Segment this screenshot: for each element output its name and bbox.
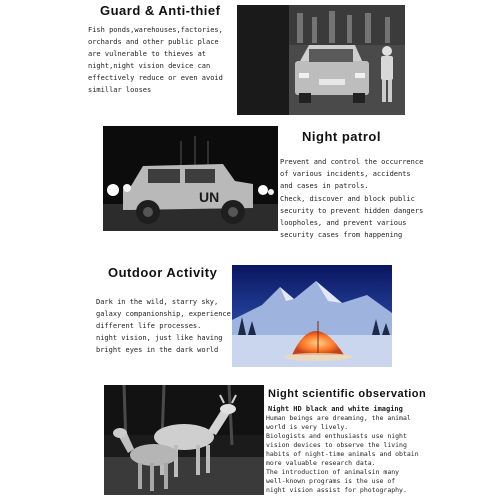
section-text-guard: Fish ponds,warehouses,factories, orchards and other public place are vulnerable to thieves at night,night vision device can effectively reduce or even avoid simillar looses [88,26,223,94]
section-title-outdoor: Outdoor Activity [108,265,218,280]
section-subtitle-observation: Night HD black and white imaging [268,405,403,413]
vehicle-badge: UN [199,189,220,205]
section-text-patrol-2: Check, discover and block public security to prevent hidden dangers loopholes, and prevent various security cases from happening [280,195,424,239]
guard-photo [237,5,405,115]
section-title-observation: Night scientific observation [268,388,427,400]
section-title-patrol: Night patrol [302,129,381,144]
section-text-outdoor: Dark in the wild, starry sky, galaxy companionship, experience different life processes. night vision, just like having bright eyes in the dark world [96,298,231,354]
observation-photo [104,385,264,495]
section-title-guard: Guard & Anti-thief [100,3,221,18]
section-text-observation: Human beings are dreaming, the animal world is very lively. Biologists and enthusiasts use night vision devices to observe the living habits of night-time animals and obtain more valuable research data. The introduction of animalsin many well-known programs is the use of night vision assist for photography. [266,414,419,494]
section-text-patrol: Prevent and control the occurrence of various incidents, accidents and cases in patrols. [280,158,424,190]
patrol-photo [103,126,278,231]
outdoor-photo [232,265,392,367]
